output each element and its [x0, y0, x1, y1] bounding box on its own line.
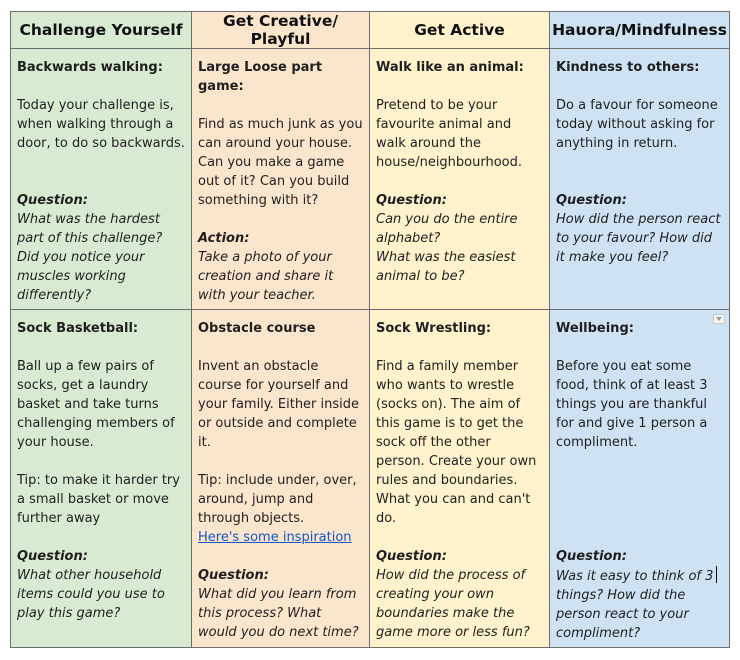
body-line: walk around the: [376, 136, 482, 151]
tip-line: through objects.: [198, 511, 305, 526]
body-line: favourite animal and: [376, 117, 512, 132]
body-line: your house.: [17, 435, 94, 450]
body-line: basket and take turns: [17, 397, 159, 412]
body-line: this game is to get the: [376, 416, 524, 431]
body-line: socks, get a laundry: [17, 378, 149, 393]
body-line: What you can and can't: [376, 492, 531, 507]
body-line: it.: [198, 435, 211, 450]
body-line: when walking through a: [17, 117, 174, 132]
body-line: do.: [376, 511, 397, 526]
question-line: alphabet?: [376, 231, 441, 246]
inspiration-link[interactable]: Here's some inspiration: [198, 530, 352, 545]
body-line: door, to do so backwards.: [17, 136, 185, 151]
question-line: How did the person react: [556, 212, 721, 227]
question-line: What was the hardest: [17, 212, 160, 227]
body-line: person. Create your own: [376, 454, 537, 469]
question-line: person react to your: [556, 607, 689, 622]
tip-line: a small basket or move: [17, 492, 169, 507]
question-line: this process? What: [198, 606, 322, 621]
body-line: rules and boundaries.: [376, 473, 518, 488]
body-line: today without asking for: [556, 117, 715, 132]
cell-title: Large Loose part game:: [198, 60, 323, 94]
question-line: part of this challenge?: [17, 231, 163, 246]
question-line: What other household: [17, 568, 162, 583]
body-line: course for yourself and: [198, 378, 349, 393]
cell-title: Kindness to others:: [556, 60, 700, 75]
body-line: Today your challenge is,: [17, 98, 174, 113]
question-label: Question:: [376, 549, 447, 564]
question-line: muscles working: [17, 269, 126, 284]
action-line: with your teacher.: [198, 288, 316, 303]
question-line: compliment?: [556, 626, 641, 641]
activity-grid: [10, 11, 730, 648]
cell-loose-part-game[interactable]: [192, 49, 370, 310]
text-cursor: [716, 566, 717, 583]
header-hauora-mindfulness[interactable]: Hauora/Mindfulness: [550, 12, 730, 49]
body-line: sock off the other: [376, 435, 491, 450]
cell-title: Wellbeing:: [556, 321, 634, 336]
question-label: Question:: [556, 549, 627, 564]
cell-dropdown-icon[interactable]: [713, 314, 725, 324]
body-line: things you are thankful: [556, 397, 708, 412]
body-line: Before you eat some: [556, 359, 692, 374]
body-line: food, think of at least 3: [556, 378, 708, 393]
question-line: What was the easiest: [376, 250, 516, 265]
body-line: (socks on). The aim of: [376, 397, 521, 412]
cell-title: Obstacle course: [198, 321, 316, 336]
question-line: would you do next time?: [198, 625, 359, 640]
body-line: can around your house.: [198, 136, 353, 151]
question-line: boundaries make the: [376, 606, 515, 621]
question-label: Question:: [17, 549, 88, 564]
body-line: something with it?: [198, 193, 319, 208]
tip-line: Tip: include under, over,: [198, 473, 357, 488]
question-line: How did the process of: [376, 568, 526, 583]
question-label: Question:: [198, 568, 269, 583]
cell-kindness-to-others[interactable]: [550, 49, 730, 310]
cell-title: Walk like an animal:: [376, 60, 524, 75]
body-line: house/neighbourhood.: [376, 155, 523, 170]
cell-sock-wrestling[interactable]: [370, 310, 550, 648]
question-line: to your favour? How did: [556, 231, 712, 246]
body-line: Find as much junk as you: [198, 117, 363, 132]
question-line: What did you learn from: [198, 587, 357, 602]
body-line: Can you make a game: [198, 155, 345, 170]
body-line: out of it? Can you build: [198, 174, 350, 189]
action-label: Action:: [198, 231, 250, 246]
cell-title: Backwards walking:: [17, 60, 163, 75]
action-line: creation and share it: [198, 269, 334, 284]
question-line: play this game?: [17, 606, 121, 621]
header-challenge-yourself[interactable]: Challenge Yourself: [11, 12, 192, 49]
body-line: who wants to wrestle: [376, 378, 515, 393]
body-line: for and give 1 person a: [556, 416, 708, 431]
tip-line: further away: [17, 511, 101, 526]
body-line: Ball up a few pairs of: [17, 359, 154, 374]
body-line: Do a favour for someone: [556, 98, 718, 113]
question-line: game more or less fun?: [376, 625, 530, 640]
question-line: items could you use to: [17, 587, 165, 602]
cell-obstacle-course[interactable]: [192, 310, 370, 648]
cell-title: Sock Basketball:: [17, 321, 139, 336]
tip-line: Tip: to make it harder try: [17, 473, 180, 488]
cell-title: Sock Wrestling:: [376, 321, 492, 336]
question-line: things? How did the: [556, 588, 686, 603]
cell-sock-basketball[interactable]: [11, 310, 192, 648]
action-line: Take a photo of your: [198, 250, 332, 265]
header-get-creative[interactable]: Get Creative/ Playful: [192, 12, 370, 49]
body-line: Pretend to be your: [376, 98, 498, 113]
header-get-active[interactable]: Get Active: [370, 12, 550, 49]
body-line: Find a family member: [376, 359, 519, 374]
question-line: it make you feel?: [556, 250, 669, 265]
body-line: Invent an obstacle: [198, 359, 319, 374]
question-label: Question:: [556, 193, 627, 208]
question-line: Did you notice your: [17, 250, 145, 265]
question-line: differently?: [17, 288, 92, 303]
question-line: creating your own: [376, 587, 494, 602]
body-line: your family. Either inside: [198, 397, 360, 412]
body-line: challenging members of: [17, 416, 175, 431]
cell-walk-like-animal[interactable]: [370, 49, 550, 310]
question-line: Was it easy to think of 3: [556, 569, 714, 584]
question-line: Can you do the entire: [376, 212, 518, 227]
cell-wellbeing[interactable]: [550, 310, 730, 648]
body-line: anything in return.: [556, 136, 678, 151]
question-line: animal to be?: [376, 269, 465, 284]
cell-backwards-walking[interactable]: [11, 49, 192, 310]
body-line: or outside and complete: [198, 416, 357, 431]
body-line: compliment.: [556, 435, 638, 450]
question-label: Question:: [376, 193, 447, 208]
tip-line: around, jump and: [198, 492, 314, 507]
question-label: Question:: [17, 193, 88, 208]
